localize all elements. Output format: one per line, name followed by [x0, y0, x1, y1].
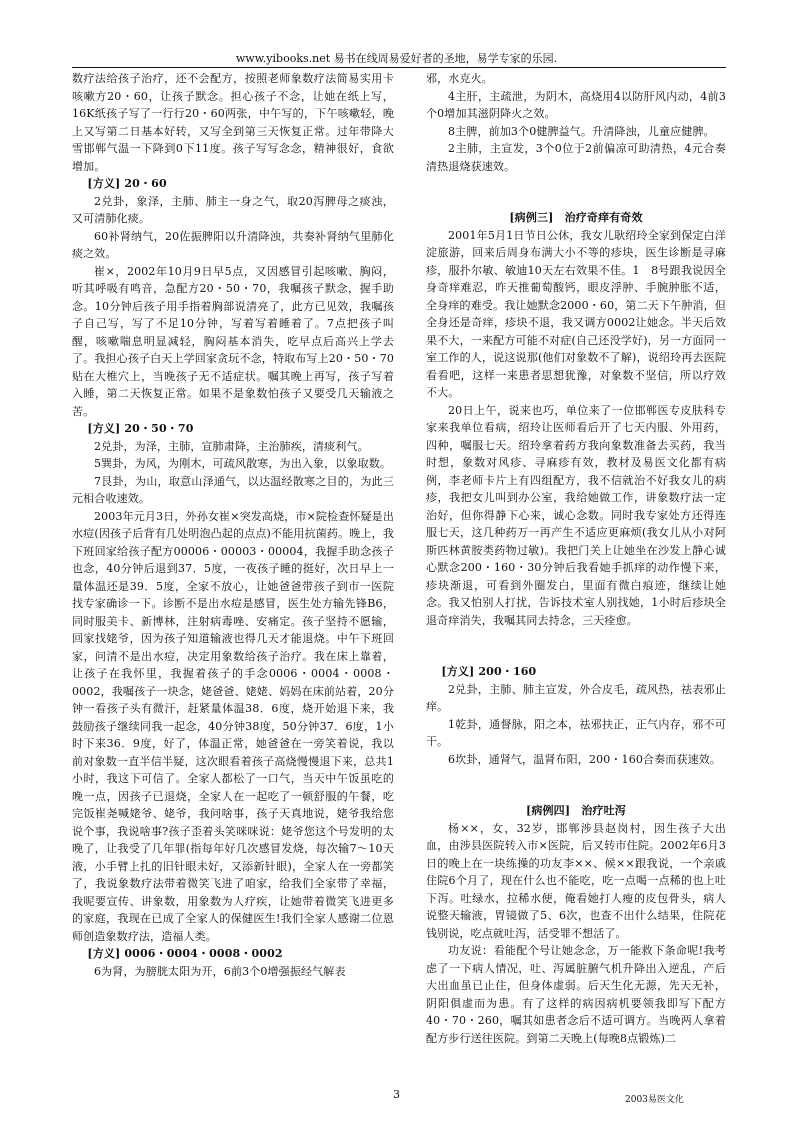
paragraph: 2兑卦，为泽，主肺，宣肺肃降，主治肺疾，清痰利气。: [94, 439, 369, 453]
paragraph: 杨××，女，32岁，邯郸涉县赵岗村，因生孩子大出血，由涉县医院转入市×医院，后又转市住院。2002年6月3日的晚上在一块练操的功友李××、候××跟我说，一个亲戚住院6个月了，现在什么也不能吃，吃一点喝一点稀的也上吐下泻。吐绿水，拉稀水便，俺看她打人瘦的皮包骨头，病人说整天输液，胃镜做了5、6次，也查不出什么结果，住院花钱别说，吃点就吐泻，活受罪不想活了。: [426, 821, 726, 940]
right-column: [426, 70, 726, 1047]
spacer: [426, 175, 726, 209]
formula-heading: [方义] 200・160: [441, 665, 537, 678]
left-column: [72, 70, 394, 980]
paragraph: 2主肺，主宣发，3个0位于2前偏凉可助清热，4元合奏清热退烧获速效。: [426, 142, 726, 173]
paragraph: 2兑卦，主肺、肺主宣发，外合皮毛，疏风热，祛表邪止痒。: [426, 682, 726, 713]
paragraph: 7艮卦，为山，取意山泽通气，以达温经散寒之目的，为此三元相合收速效。: [72, 474, 394, 505]
formula-heading: [方义] 0006・0004・0008・0002: [87, 947, 283, 960]
case-title: [病例三] 治疗奇痒有奇效: [509, 211, 643, 224]
page-header: www.yibooks.net 易书在线周易爱好者的圣地，易学专家的乐园.: [235, 52, 558, 65]
paragraph-continuation: 数疗法给孩子治疗，还不会配方，按照老师象数疗法简易实用卡咳嗽方20・60，让孩子默念。担心孩子不念，让她在纸上写，16K纸孩子写了一行行20・60两张，中午写的，下午咳嗽轻，晚上又写第二日基本好转，又写全到第三天恢复正常。过年带降大雪邯郸气温一下降到0下11度。孩子写写念念，精神很好，食欲增加。: [72, 72, 394, 173]
paragraph: 1乾卦，通督脉，阳之本，祛邪扶正，正气内存，邪不可干。: [426, 717, 726, 748]
paragraph: 2003年元月3日，外孙女崔×突发高烧，市×院检查怀疑是出水痘(因孩子后背有几处明泡凸起的点点)不能用抗菌药。晚上，我下班回家给孩子配方00006・00003・00004，我握手助念孩子也念，40分钟后退到37．5度，一夜孩子睡的挺好，次日早上一量体温还是39．5度，全家不放心，让她爸爸带孩子到市一医院找专家确诊一下。诊断不是出水痘是感冒，医生处方输先锋B6，同时服美卡、新博林，注射病毒唑、安痛定。孩子坚持不愿输，回家找姥爷，因为孩子知道输液也得几天才能退烧。中午下班回家，问清不是出水痘，决定用象数给孩子治疗。我在床上靠着，让孩子在我怀里，我握着孩子的手念0006・0004・0008・0002，我嘱孩子一块念，姥爸爸、姥姥、妈妈在床前站着，20分钟一看孩子头有微汗，赶紧量体温38．6度，烧开始退下来，我鼓励孩子继续同我一起念，40分钟38度，50分钟37．6度，1小时下来36．9度，好了，体温正常，她爸爸在一旁笑着说，我以前对象数一直半信半疑，这次眼看着孩子高烧慢慢退下来，总共1小时，我这下可信了。全家人都松了一口气，当天中午饭虽吃的晚一点，因孩子已退烧，全家人在一起吃了一顿舒服的午餐，吃完饭崔尧喊姥爷、姥爷，我问啥事，孩子天真地说，姥爷我给您说个事，我说啥事?孩子歪着头笑咪咪说：姥爷您这个号发明的太晚了，让我受了几年罪(指每年好几次感冒发烧，每次输7～10天液，小手臂上扎的旧针眼未好，又添新针眼)，全家人在一旁都笑了，我说象数疗法带着微笑飞进了咱家，给我们全家带了幸福，我呢要宣传、讲象数，用象数为人疗疾，让她带着微笑飞进更多的家庭，我现在已成了全家人的保健医生!我们全家人感谢二位恩师创造象数疗法，造福人类。: [72, 509, 394, 943]
spacer: [426, 629, 726, 663]
page-number: 3: [393, 1088, 400, 1101]
formula-heading: [方义] 20・60: [87, 177, 167, 190]
header-rule: [72, 67, 726, 68]
paragraph: 2兑卦，象泽，主肺、肺主一身之气，取20泻脾母之痰浊，又可清肺化痰。: [72, 194, 394, 225]
paragraph: 60补肾纳气，20佐振脾阳以升清降浊，共奏补肾纳气里肺化痰之效。: [72, 229, 394, 260]
paragraph: 6坎卦，通肾气，温肾布阳，200・160合奏而获速效。: [448, 752, 722, 766]
paragraph: 5巽卦，为风，为刚木，可疏风散寒，为出入象，以象取数。: [94, 457, 392, 470]
formula-heading: [方义] 20・50・70: [87, 422, 194, 435]
paragraph: 4主肝，主疏泄，为阴木，高烧用4以防肝风内动，4前3个0增加其滋阴降火之效。: [426, 89, 726, 120]
footer-org: 2003易医文化: [625, 1095, 684, 1105]
paragraph: 崔×，2002年10月9日早5点，又因感冒引起咳嗽、胸闷，听其呼吸有鸣音，急配方20・50・70，我嘱孩子默念，握手助念。10分钟后孩子用手指着胸部说清亮了，此方已见效，我嘱孩子自己写，写了不足10分钟，写着写着睡着了。7点把孩子叫醒，咳嗽喘息明显减轻，胸闷基本消失，吃早点后高兴上学去了。我担心孩子白天上学回家贪玩不念，特取布写上20・50・70贴在大椎穴上，当晚孩子无不适症状。嘱其晚上再写，孩子写着入睡，第二天恢复正常。如果不是象数怕孩子又要受几天输液之苦。: [72, 264, 394, 418]
paragraph: 8主脾，前加3个0健脾益气。升清降浊，儿童应健脾。: [448, 124, 715, 138]
paragraph: 2001年5月1日节日公休，我女儿耿绍玲全家到保定白洋淀旅游，回来后周身布满大小不等的疹块，医生诊断是寻麻疹，服扑尔敏、敏迪10天左右效果不佳。1 8号跟我说因全身奇痒难忍，昨天推葡萄酸钙，眼皮浮肿、手腕肿胀不适，全身痒的难受。我让她默念2000・60，第二天下午肿消，但全身还是奇痒，疹块不退，我又调方0002让她念。半天后效果不大，一来配方可能不对症(自己还没学好)，另一方面同一室工作的人，说这说那(他们对象数不了解)，说绍玲再去医院看看吧，这样一来患者思想犹豫，对象数不坚信，所以疗效不大。: [426, 228, 726, 399]
paragraph: 20日上午，说来也巧，单位来了一位邯郸医专皮肤科专家来我单位看病，绍玲让医师看后开了七天内服、外用药，四种，嘱服七天。绍玲拿着药方我向象数准备去买药，我当时想，象数对风疹、寻麻疹有效，教材及易医文化都有病例，李老师卡片上有四组配方，我不信就治不好我女儿的病疹，我把女儿叫到办公室，我给她做工作，讲象数疗法一定治好，但你得静下心来，诚心念数。同时我专家处方还得连服七天，这几种药万一再产生不适应更麻烦(我女儿从小对阿斯匹林黄胺类药物过敏)。我把门关上让她坐在沙发上静心诚心默念200・160・30分钟后我看她手抓痒的动作慢下来，疹块渐退，可看到外圈发白，里面有微白痕迹，继续让她念。我又怕别人打扰，告诉技术室人别找她，1小时后疹块全退奇痒消失，我嘱其同去持念，三天痊愈。: [426, 403, 726, 627]
paragraph: 功友说：看能配个号让她念念，万一能救下条命呢!我考虑了一下病人情况，吐、泻属脏腑气机升降出入逆乱，产后大出血虽已止住，但身体虚弱。后天生化无源，先天无补，阴阳俱虚而为患。有了这样的病因病机要领我即写下配方40・70・260，嘱其如患者念后不适可调方。当晚两人拿着配方步行送往医院。到第二天晚上(每晚8点锻炼)二: [426, 944, 726, 1045]
paragraph: 6为肾，为膀胱太阳为开，6前3个0增强振经气解表: [94, 964, 346, 978]
spacer: [426, 768, 726, 802]
case-title: [病例四] 治疗吐泻: [526, 804, 626, 817]
paragraph-continuation: 邪，水克火。: [426, 72, 493, 85]
